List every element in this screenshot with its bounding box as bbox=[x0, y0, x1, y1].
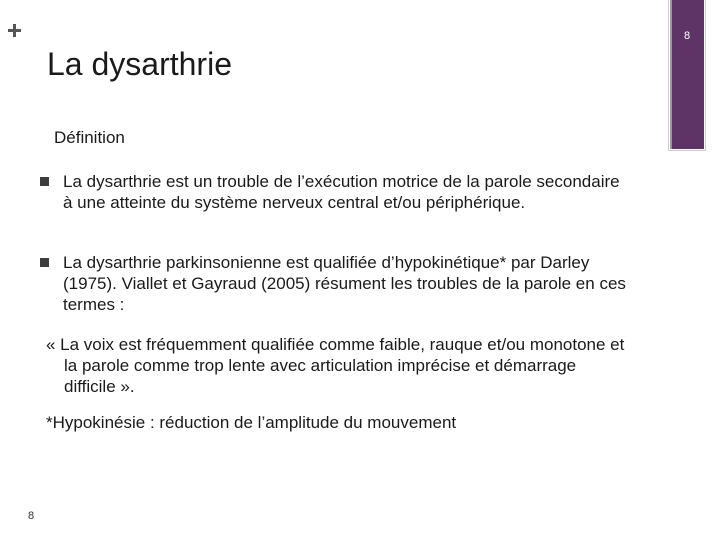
slide-title: La dysarthrie bbox=[47, 46, 232, 82]
bullet-text: La dysarthrie est un trouble de l’exécution motrice de la parole secondaire à une atteinte du système nerveux central et/ou périphérique. bbox=[63, 172, 620, 212]
square-bullet-icon bbox=[40, 177, 49, 186]
square-bullet-icon bbox=[40, 258, 49, 267]
accent-sidebar bbox=[670, 0, 704, 149]
slide-number-bottom: 8 bbox=[28, 510, 35, 522]
slide-subtitle: Définition bbox=[54, 128, 125, 147]
footnote: *Hypokinésie : réduction de l’amplitude du mouvement bbox=[46, 413, 457, 432]
bullet-item bbox=[40, 171, 630, 213]
slide-number-top: 8 bbox=[683, 30, 691, 42]
bullet-text: La dysarthrie parkinsonienne est qualifiée d’hypokinétique* par Darley (1975). Viallet et Gayraud (2005) résument les troubles de la parole en ces termes : bbox=[63, 253, 626, 314]
bullet-item bbox=[40, 252, 630, 315]
plus-icon bbox=[8, 24, 22, 38]
quote-text: « La voix est fréquemment qualifiée comme faible, rauque et/ou monotone et la parole comme trop lente avec articulation imprécise et démarrage difficile ». bbox=[46, 335, 625, 396]
